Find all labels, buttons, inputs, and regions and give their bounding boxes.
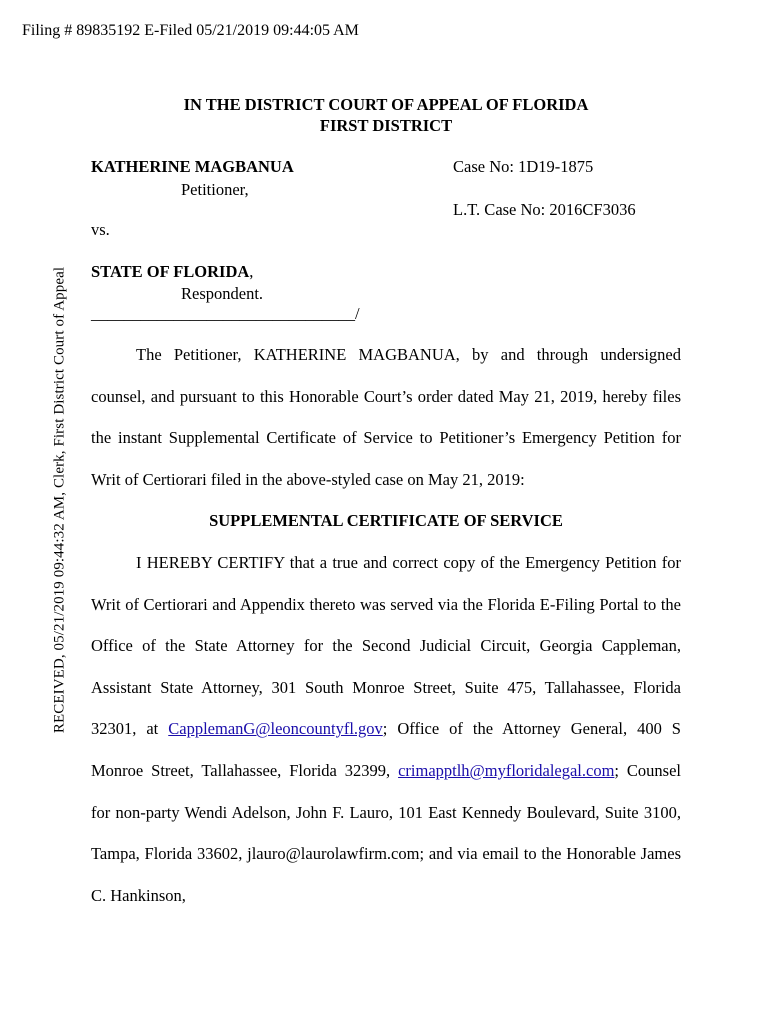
court-title	[91, 94, 681, 136]
respondent-comma: ,	[249, 262, 254, 281]
respondent-name: STATE OF FLORIDA	[91, 262, 250, 281]
lower-tribunal-case-number: L.T. Case No: 2016CF3036	[453, 200, 636, 219]
versus-label: vs.	[91, 220, 110, 239]
received-stamp: RECEIVED, 05/21/2019 09:44:32 AM, Clerk, First District Court of Appeal	[51, 266, 68, 734]
email-link-state-attorney[interactable]: CapplemanG@leoncountyfl.gov	[168, 719, 383, 739]
respondent-role: Respondent.	[181, 284, 264, 303]
intro-paragraph: The Petitioner, KATHERINE MAGBANUA, by and through undersigned counsel, and pursuant to this Honorable Court’s order dated May 21, 2019, hereby files the instant Supplemental Certificate of Service to Petitioner’s Emergency Petition for Writ of Certiorari filed in the above-styled case on May 21, 2019:	[91, 345, 681, 489]
email-link-attorney-general[interactable]: crimapptlh@myfloridalegal.com	[398, 760, 615, 780]
petitioner-role: Petitioner,	[181, 180, 249, 199]
filing-stamp: Filing # 89835192 E-Filed 05/21/2019 09:44:05 AM	[22, 22, 359, 39]
certificate-text-part3: ; Counsel for non-party Wendi Adelson, John F. Lauro, 101 East Kennedy Boulevard, Suite 3100, Tampa, Florida 33602, jlauro@laurolawfirm.com; and via email to the Honorable James C. Hankinson,	[91, 760, 681, 905]
court-title-line1: IN THE DISTRICT COURT OF APPEAL OF FLORIDA	[183, 95, 589, 114]
caption-signature-line: ________________________________/	[91, 304, 360, 323]
certificate-text-part1: I HEREBY CERTIFY that a true and correct copy of the Emergency Petition for Writ of Certiorari and Appendix thereto was served via the Florida E-Filing Portal to the Office of the State Attorney for the Second Judicial Circuit, Georgia Cappleman, Assistant State Attorney, 301 South Monroe Street, Suite 475, Tallahassee, Florida 32301, at	[91, 553, 681, 739]
petitioner-name: KATHERINE MAGBANUA	[91, 157, 294, 176]
certificate-text-part2: ; Office of the Attorney General, 400 S Monroe Street, Tallahassee, Florida 32399,	[91, 719, 681, 780]
certificate-paragraph	[91, 542, 681, 916]
respondent-name-line	[91, 262, 253, 282]
section-heading: SUPPLEMENTAL CERTIFICATE OF SERVICE	[209, 511, 563, 530]
case-number: Case No: 1D19-1875	[453, 157, 594, 176]
court-title-line2: FIRST DISTRICT	[319, 116, 453, 135]
